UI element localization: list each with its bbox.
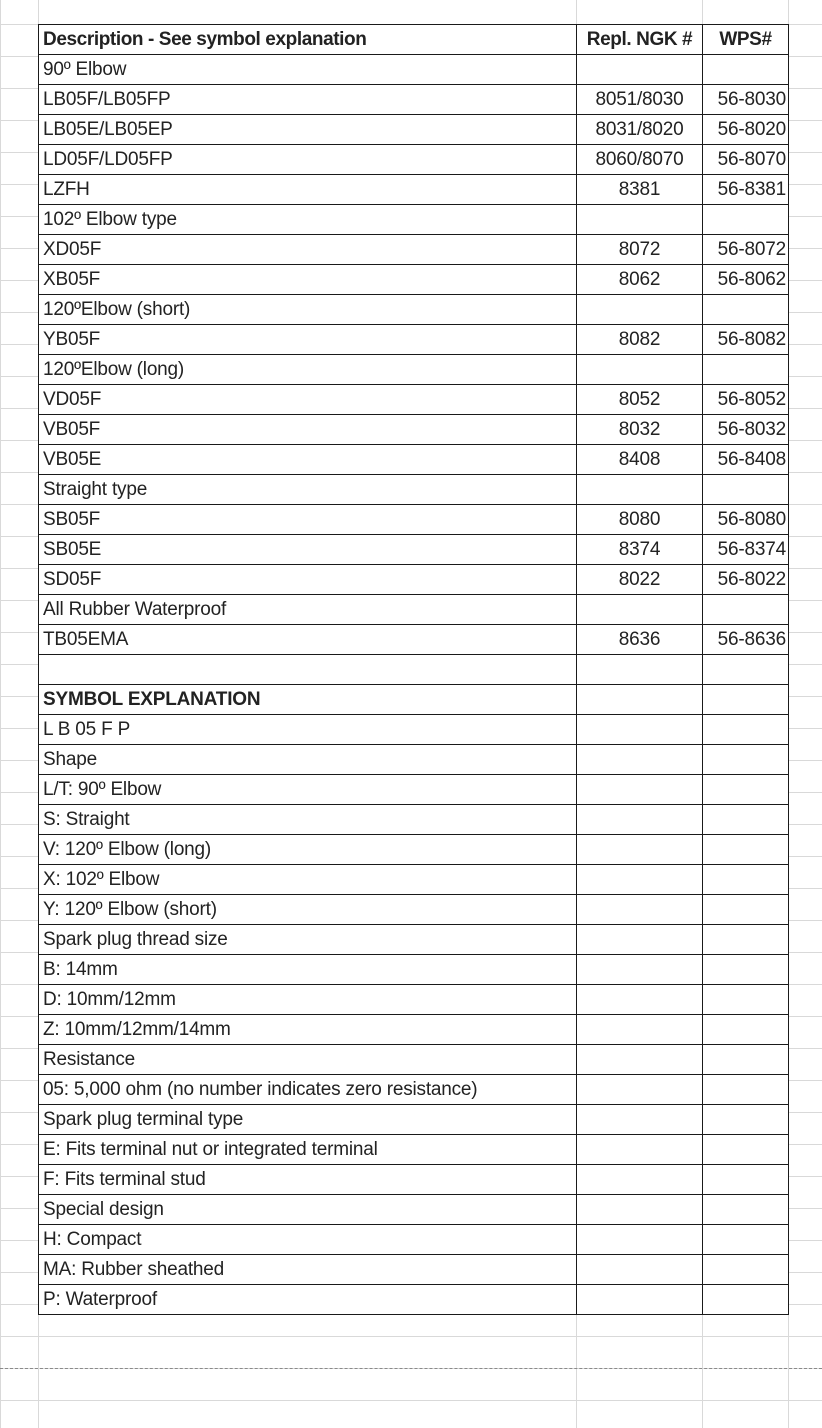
ngk-number-cell[interactable] bbox=[577, 955, 703, 985]
wps-number-cell[interactable] bbox=[703, 1075, 789, 1105]
description-cell[interactable]: TB05EMA bbox=[39, 625, 577, 655]
table-row bbox=[39, 565, 789, 595]
wps-number-cell[interactable] bbox=[703, 1195, 789, 1225]
wps-number-cell[interactable]: 56-8408 bbox=[703, 445, 789, 475]
table-row bbox=[39, 655, 789, 685]
wps-number-cell[interactable]: 56-8080 bbox=[703, 505, 789, 535]
table-row bbox=[39, 145, 789, 175]
ngk-number-cell[interactable] bbox=[577, 1105, 703, 1135]
table-row bbox=[39, 1075, 789, 1105]
description-cell[interactable]: XD05F bbox=[39, 235, 577, 265]
wps-number-cell[interactable] bbox=[703, 925, 789, 955]
ngk-number-cell[interactable] bbox=[577, 55, 703, 85]
table-row bbox=[39, 715, 789, 745]
table-row bbox=[39, 205, 789, 235]
wps-number-cell[interactable]: 56-8381 bbox=[703, 175, 789, 205]
wps-number-cell[interactable] bbox=[703, 835, 789, 865]
table-row bbox=[39, 1165, 789, 1195]
description-cell[interactable]: L/T: 90º Elbow bbox=[39, 775, 577, 805]
description-cell[interactable]: LB05F/LB05FP bbox=[39, 85, 577, 115]
description-cell[interactable]: Y: 120º Elbow (short) bbox=[39, 895, 577, 925]
wps-number-cell[interactable] bbox=[703, 1225, 789, 1255]
description-cell[interactable]: VD05F bbox=[39, 385, 577, 415]
table-row bbox=[39, 295, 789, 325]
wps-number-cell[interactable] bbox=[703, 55, 789, 85]
wps-number-cell[interactable] bbox=[703, 1135, 789, 1165]
table-row bbox=[39, 115, 789, 145]
description-cell[interactable]: SD05F bbox=[39, 565, 577, 595]
description-cell[interactable]: 102º Elbow type bbox=[39, 205, 577, 235]
page-break-line bbox=[0, 1368, 822, 1369]
wps-number-cell[interactable] bbox=[703, 745, 789, 775]
ngk-number-cell[interactable]: 8062 bbox=[577, 265, 703, 295]
wps-number-cell[interactable] bbox=[703, 775, 789, 805]
header-row bbox=[39, 25, 789, 55]
table-row bbox=[39, 355, 789, 385]
ngk-number-cell[interactable] bbox=[577, 985, 703, 1015]
description-cell[interactable]: SB05F bbox=[39, 505, 577, 535]
table-row bbox=[39, 985, 789, 1015]
ngk-number-cell[interactable] bbox=[577, 295, 703, 325]
ngk-number-cell[interactable] bbox=[577, 835, 703, 865]
table-row bbox=[39, 685, 789, 715]
wps-number-cell[interactable]: 56-8062 bbox=[703, 265, 789, 295]
description-cell[interactable]: YB05F bbox=[39, 325, 577, 355]
description-cell[interactable]: 120ºElbow (long) bbox=[39, 355, 577, 385]
ngk-number-cell[interactable]: 8082 bbox=[577, 325, 703, 355]
table-row bbox=[39, 475, 789, 505]
wps-number-cell[interactable] bbox=[703, 1105, 789, 1135]
ngk-number-cell[interactable] bbox=[577, 205, 703, 235]
description-cell[interactable]: X: 102º Elbow bbox=[39, 865, 577, 895]
ngk-number-cell[interactable] bbox=[577, 1015, 703, 1045]
description-cell[interactable]: SYMBOL EXPLANATION bbox=[39, 685, 577, 715]
ngk-number-cell[interactable] bbox=[577, 355, 703, 385]
header-wps-cell[interactable]: WPS# bbox=[703, 25, 789, 55]
table-row bbox=[39, 1135, 789, 1165]
header-ngk-cell[interactable]: Repl. NGK # bbox=[577, 25, 703, 55]
description-cell[interactable]: S: Straight bbox=[39, 805, 577, 835]
parts-table bbox=[38, 24, 789, 1315]
ngk-number-cell[interactable] bbox=[577, 1225, 703, 1255]
wps-number-cell[interactable]: 56-8030 bbox=[703, 85, 789, 115]
table-row bbox=[39, 625, 789, 655]
ngk-number-cell[interactable] bbox=[577, 1075, 703, 1105]
wps-number-cell[interactable]: 56-8374 bbox=[703, 535, 789, 565]
description-cell[interactable]: All Rubber Waterproof bbox=[39, 595, 577, 625]
wps-number-cell[interactable]: 56-8072 bbox=[703, 235, 789, 265]
description-cell[interactable]: L B 05 F P bbox=[39, 715, 577, 745]
table-row bbox=[39, 1045, 789, 1075]
table-row bbox=[39, 235, 789, 265]
table-row bbox=[39, 805, 789, 835]
description-cell[interactable]: MA: Rubber sheathed bbox=[39, 1255, 577, 1285]
ngk-number-cell[interactable]: 8636 bbox=[577, 625, 703, 655]
table-row bbox=[39, 925, 789, 955]
table-row bbox=[39, 775, 789, 805]
table-row bbox=[39, 415, 789, 445]
table-row bbox=[39, 85, 789, 115]
ngk-number-cell[interactable]: 8022 bbox=[577, 565, 703, 595]
description-cell[interactable]: Shape bbox=[39, 745, 577, 775]
wps-number-cell[interactable]: 56-8032 bbox=[703, 415, 789, 445]
ngk-number-cell[interactable] bbox=[577, 595, 703, 625]
description-cell[interactable]: LZFH bbox=[39, 175, 577, 205]
description-cell[interactable]: 90º Elbow bbox=[39, 55, 577, 85]
table-row bbox=[39, 505, 789, 535]
description-cell[interactable]: Special design bbox=[39, 1195, 577, 1225]
wps-number-cell[interactable] bbox=[703, 205, 789, 235]
wps-number-cell[interactable] bbox=[703, 1165, 789, 1195]
description-cell[interactable]: E: Fits terminal nut or integrated terminal bbox=[39, 1135, 577, 1165]
ngk-number-cell[interactable]: 8080 bbox=[577, 505, 703, 535]
description-cell[interactable] bbox=[39, 655, 577, 685]
wps-number-cell[interactable]: 56-8070 bbox=[703, 145, 789, 175]
description-cell[interactable]: F: Fits terminal stud bbox=[39, 1165, 577, 1195]
ngk-number-cell[interactable] bbox=[577, 715, 703, 745]
ngk-number-cell[interactable] bbox=[577, 775, 703, 805]
header-description-cell[interactable]: Description - See symbol explanation bbox=[39, 25, 577, 55]
table-row bbox=[39, 745, 789, 775]
table-row bbox=[39, 1225, 789, 1255]
description-cell[interactable]: Resistance bbox=[39, 1045, 577, 1075]
description-cell[interactable]: LD05F/LD05FP bbox=[39, 145, 577, 175]
ngk-number-cell[interactable] bbox=[577, 655, 703, 685]
ngk-number-cell[interactable] bbox=[577, 475, 703, 505]
ngk-number-cell[interactable] bbox=[577, 1045, 703, 1075]
table-row bbox=[39, 1105, 789, 1135]
wps-number-cell[interactable] bbox=[703, 955, 789, 985]
table-row bbox=[39, 325, 789, 355]
wps-number-cell[interactable] bbox=[703, 1255, 789, 1285]
wps-number-cell[interactable]: 56-8022 bbox=[703, 565, 789, 595]
description-cell[interactable]: D: 10mm/12mm bbox=[39, 985, 577, 1015]
table-row bbox=[39, 1195, 789, 1225]
ngk-number-cell[interactable] bbox=[577, 805, 703, 835]
wps-number-cell[interactable] bbox=[703, 715, 789, 745]
table-row bbox=[39, 895, 789, 925]
ngk-number-cell[interactable]: 8052 bbox=[577, 385, 703, 415]
table-row bbox=[39, 385, 789, 415]
description-cell[interactable]: H: Compact bbox=[39, 1225, 577, 1255]
description-cell[interactable]: B: 14mm bbox=[39, 955, 577, 985]
table-row bbox=[39, 1015, 789, 1045]
ngk-number-cell[interactable] bbox=[577, 895, 703, 925]
ngk-number-cell[interactable]: 8381 bbox=[577, 175, 703, 205]
wps-number-cell[interactable]: 56-8082 bbox=[703, 325, 789, 355]
table-row bbox=[39, 835, 789, 865]
table-row bbox=[39, 265, 789, 295]
table-body bbox=[39, 55, 789, 1315]
wps-number-cell[interactable] bbox=[703, 295, 789, 325]
wps-number-cell[interactable] bbox=[703, 1015, 789, 1045]
ngk-number-cell[interactable]: 8060/8070 bbox=[577, 145, 703, 175]
description-cell[interactable]: P: Waterproof bbox=[39, 1285, 577, 1315]
ngk-number-cell[interactable] bbox=[577, 1135, 703, 1165]
table-row bbox=[39, 955, 789, 985]
table-row bbox=[39, 595, 789, 625]
wps-number-cell[interactable] bbox=[703, 355, 789, 385]
description-cell[interactable]: XB05F bbox=[39, 265, 577, 295]
ngk-number-cell[interactable]: 8374 bbox=[577, 535, 703, 565]
ngk-number-cell[interactable] bbox=[577, 1285, 703, 1315]
table-row bbox=[39, 55, 789, 85]
wps-number-cell[interactable] bbox=[703, 685, 789, 715]
description-cell[interactable]: 120ºElbow (short) bbox=[39, 295, 577, 325]
table-row bbox=[39, 1255, 789, 1285]
description-cell[interactable]: V: 120º Elbow (long) bbox=[39, 835, 577, 865]
ngk-number-cell[interactable]: 8408 bbox=[577, 445, 703, 475]
ngk-number-cell[interactable]: 8031/8020 bbox=[577, 115, 703, 145]
description-cell[interactable]: VB05F bbox=[39, 415, 577, 445]
description-cell[interactable]: Spark plug thread size bbox=[39, 925, 577, 955]
wps-number-cell[interactable] bbox=[703, 895, 789, 925]
wps-number-cell[interactable]: 56-8020 bbox=[703, 115, 789, 145]
table-row bbox=[39, 865, 789, 895]
ngk-number-cell[interactable] bbox=[577, 745, 703, 775]
description-cell[interactable]: Z: 10mm/12mm/14mm bbox=[39, 1015, 577, 1045]
ngk-number-cell[interactable]: 8032 bbox=[577, 415, 703, 445]
table-row bbox=[39, 445, 789, 475]
wps-number-cell[interactable] bbox=[703, 1285, 789, 1315]
ngk-number-cell[interactable] bbox=[577, 1165, 703, 1195]
wps-number-cell[interactable] bbox=[703, 865, 789, 895]
description-cell[interactable]: 05: 5,000 ohm (no number indicates zero resistance) bbox=[39, 1075, 577, 1105]
table-row bbox=[39, 1285, 789, 1315]
wps-number-cell[interactable] bbox=[703, 655, 789, 685]
description-cell[interactable]: LB05E/LB05EP bbox=[39, 115, 577, 145]
ngk-number-cell[interactable] bbox=[577, 685, 703, 715]
ngk-number-cell[interactable] bbox=[577, 925, 703, 955]
description-cell[interactable]: SB05E bbox=[39, 535, 577, 565]
wps-number-cell[interactable] bbox=[703, 595, 789, 625]
wps-number-cell[interactable] bbox=[703, 475, 789, 505]
ngk-number-cell[interactable]: 8051/8030 bbox=[577, 85, 703, 115]
table-row bbox=[39, 535, 789, 565]
wps-number-cell[interactable] bbox=[703, 805, 789, 835]
wps-number-cell[interactable]: 56-8636 bbox=[703, 625, 789, 655]
table-row bbox=[39, 175, 789, 205]
wps-number-cell[interactable] bbox=[703, 1045, 789, 1075]
description-cell[interactable]: Straight type bbox=[39, 475, 577, 505]
ngk-number-cell[interactable] bbox=[577, 1255, 703, 1285]
ngk-number-cell[interactable]: 8072 bbox=[577, 235, 703, 265]
ngk-number-cell[interactable] bbox=[577, 865, 703, 895]
description-cell[interactable]: VB05E bbox=[39, 445, 577, 475]
wps-number-cell[interactable]: 56-8052 bbox=[703, 385, 789, 415]
description-cell[interactable]: Spark plug terminal type bbox=[39, 1105, 577, 1135]
wps-number-cell[interactable] bbox=[703, 985, 789, 1015]
ngk-number-cell[interactable] bbox=[577, 1195, 703, 1225]
